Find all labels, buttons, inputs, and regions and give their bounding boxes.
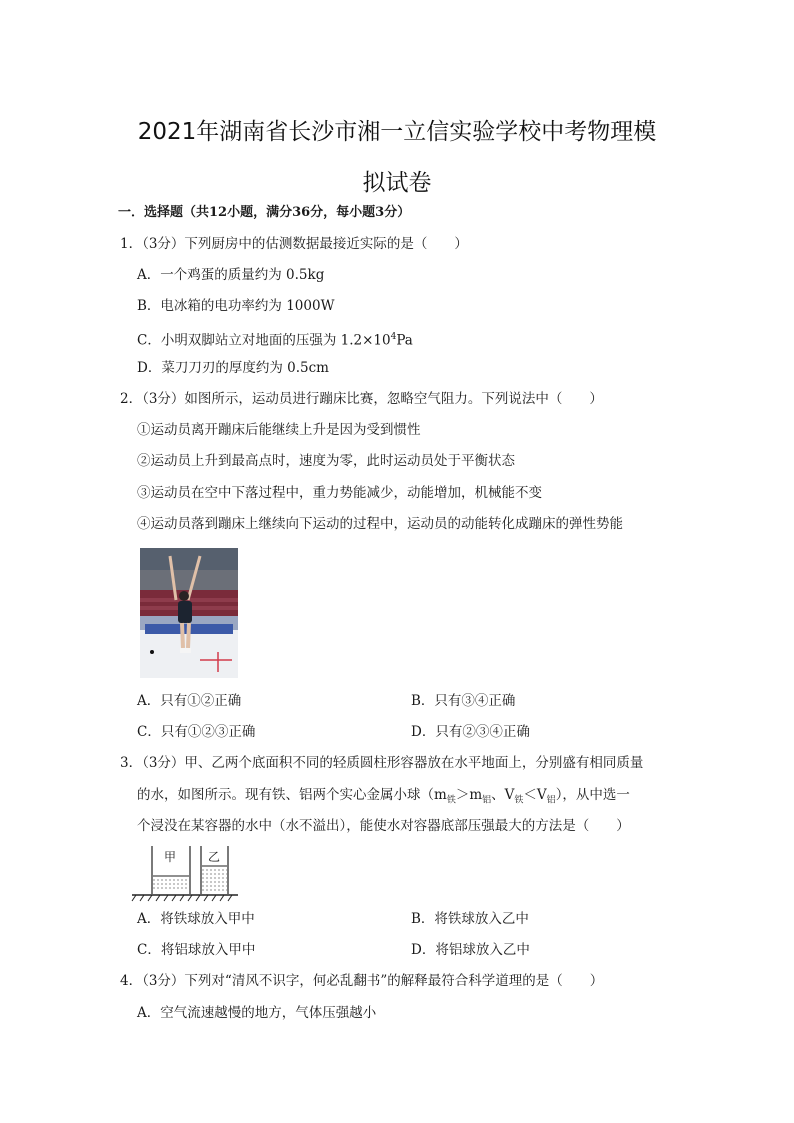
trampoline-athlete-photo — [140, 548, 238, 678]
q1-stem: 1．（3分）下列厨房中的估测数据最接近实际的是（ ） — [120, 236, 468, 252]
q3-stem-text-c: 、V — [491, 787, 515, 803]
q4-stem: 4．（3分）下列对“清风不识字，何必乱翻书”的解释最符合科学道理的是（ ） — [120, 973, 604, 989]
q2-option-c: C．只有①②③正确 — [137, 724, 256, 740]
paper-title-line-1: 2021年湖南省长沙市湘一立信实验学校中考物理模 — [137, 119, 657, 145]
q3-stem-text-d: ＜V — [523, 787, 547, 803]
q3-option-d: D．将铝球放入乙中 — [411, 942, 530, 958]
q3-stem-line-3: 个浸没在某容器的水中（水不溢出），能使水对容器底部压强最大的方法是（ ） — [137, 818, 630, 834]
q3-subscript-aluminum-2: 铝 — [546, 795, 556, 806]
section-heading: 一．选择题（共12小题，满分36分，每小题3分） — [118, 205, 411, 220]
q2-statement-2: ②运动员上升到最高点时，速度为零，此时运动员处于平衡状态 — [137, 453, 515, 469]
q1-option-c-exponent: 4 — [390, 332, 397, 342]
q3-stem-text-b: ＞m — [455, 787, 483, 803]
q3-stem-text-a: 的水，如图所示。现有铁、铝两个实心金属小球（m — [137, 787, 447, 803]
q2-option-d: D．只有②③④正确 — [411, 724, 530, 740]
q3-subscript-iron-2: 铁 — [514, 795, 524, 806]
q3-stem-text-e: ），从中选一 — [555, 787, 630, 803]
container-label-jia: 甲 — [164, 850, 177, 864]
q3-stem-line-1: 3．（3分）甲、乙两个底面积不同的轻质圆柱形容器放在水平地面上，分别盛有相同质量 — [120, 755, 644, 771]
q3-option-a: A．将铁球放入甲中 — [137, 911, 255, 927]
q1-option-b: B．电冰箱的电功率约为 1000W — [137, 298, 335, 314]
q3-option-c: C．将铝球放入甲中 — [137, 942, 256, 958]
q1-option-c — [137, 328, 413, 350]
q2-stem: 2．（3分）如图所示，运动员进行蹦床比赛，忽略空气阻力。下列说法中（ ） — [120, 391, 603, 407]
q4-option-a: A．空气流速越慢的地方，气体压强越小 — [137, 1005, 377, 1021]
q2-statement-1: ①运动员离开蹦床后能继续上升是因为受到惯性 — [137, 422, 421, 438]
q3-option-b: B．将铁球放入乙中 — [411, 911, 529, 927]
q1-option-c-unit: Pa — [396, 332, 413, 349]
q2-statement-3: ③运动员在空中下落过程中，重力势能减少，动能增加，机械能不变 — [137, 485, 542, 501]
q3-stem-line-2 — [137, 786, 630, 810]
q3-subscript-aluminum-1: 铝 — [482, 795, 492, 806]
container-label-yi: 乙 — [208, 850, 221, 864]
q1-option-d: D．菜刀刀刃的厚度约为 0.5cm — [137, 360, 329, 376]
q2-option-a: A．只有①②正确 — [137, 693, 242, 709]
q3-subscript-iron-1: 铁 — [446, 795, 456, 806]
paper-title-line-2: 拟试卷 — [362, 170, 432, 196]
q2-statement-4: ④运动员落到蹦床上继续向下运动的过程中，运动员的动能转化成蹦床的弹性势能 — [137, 516, 623, 532]
q1-option-c-text: C．小明双脚站立对地面的压强为 1.2×10 — [137, 332, 391, 349]
q2-option-b: B．只有③④正确 — [411, 693, 516, 709]
q1-option-a: A．一个鸡蛋的质量约为 0.5kg — [137, 267, 325, 283]
two-containers-diagram — [130, 844, 240, 906]
